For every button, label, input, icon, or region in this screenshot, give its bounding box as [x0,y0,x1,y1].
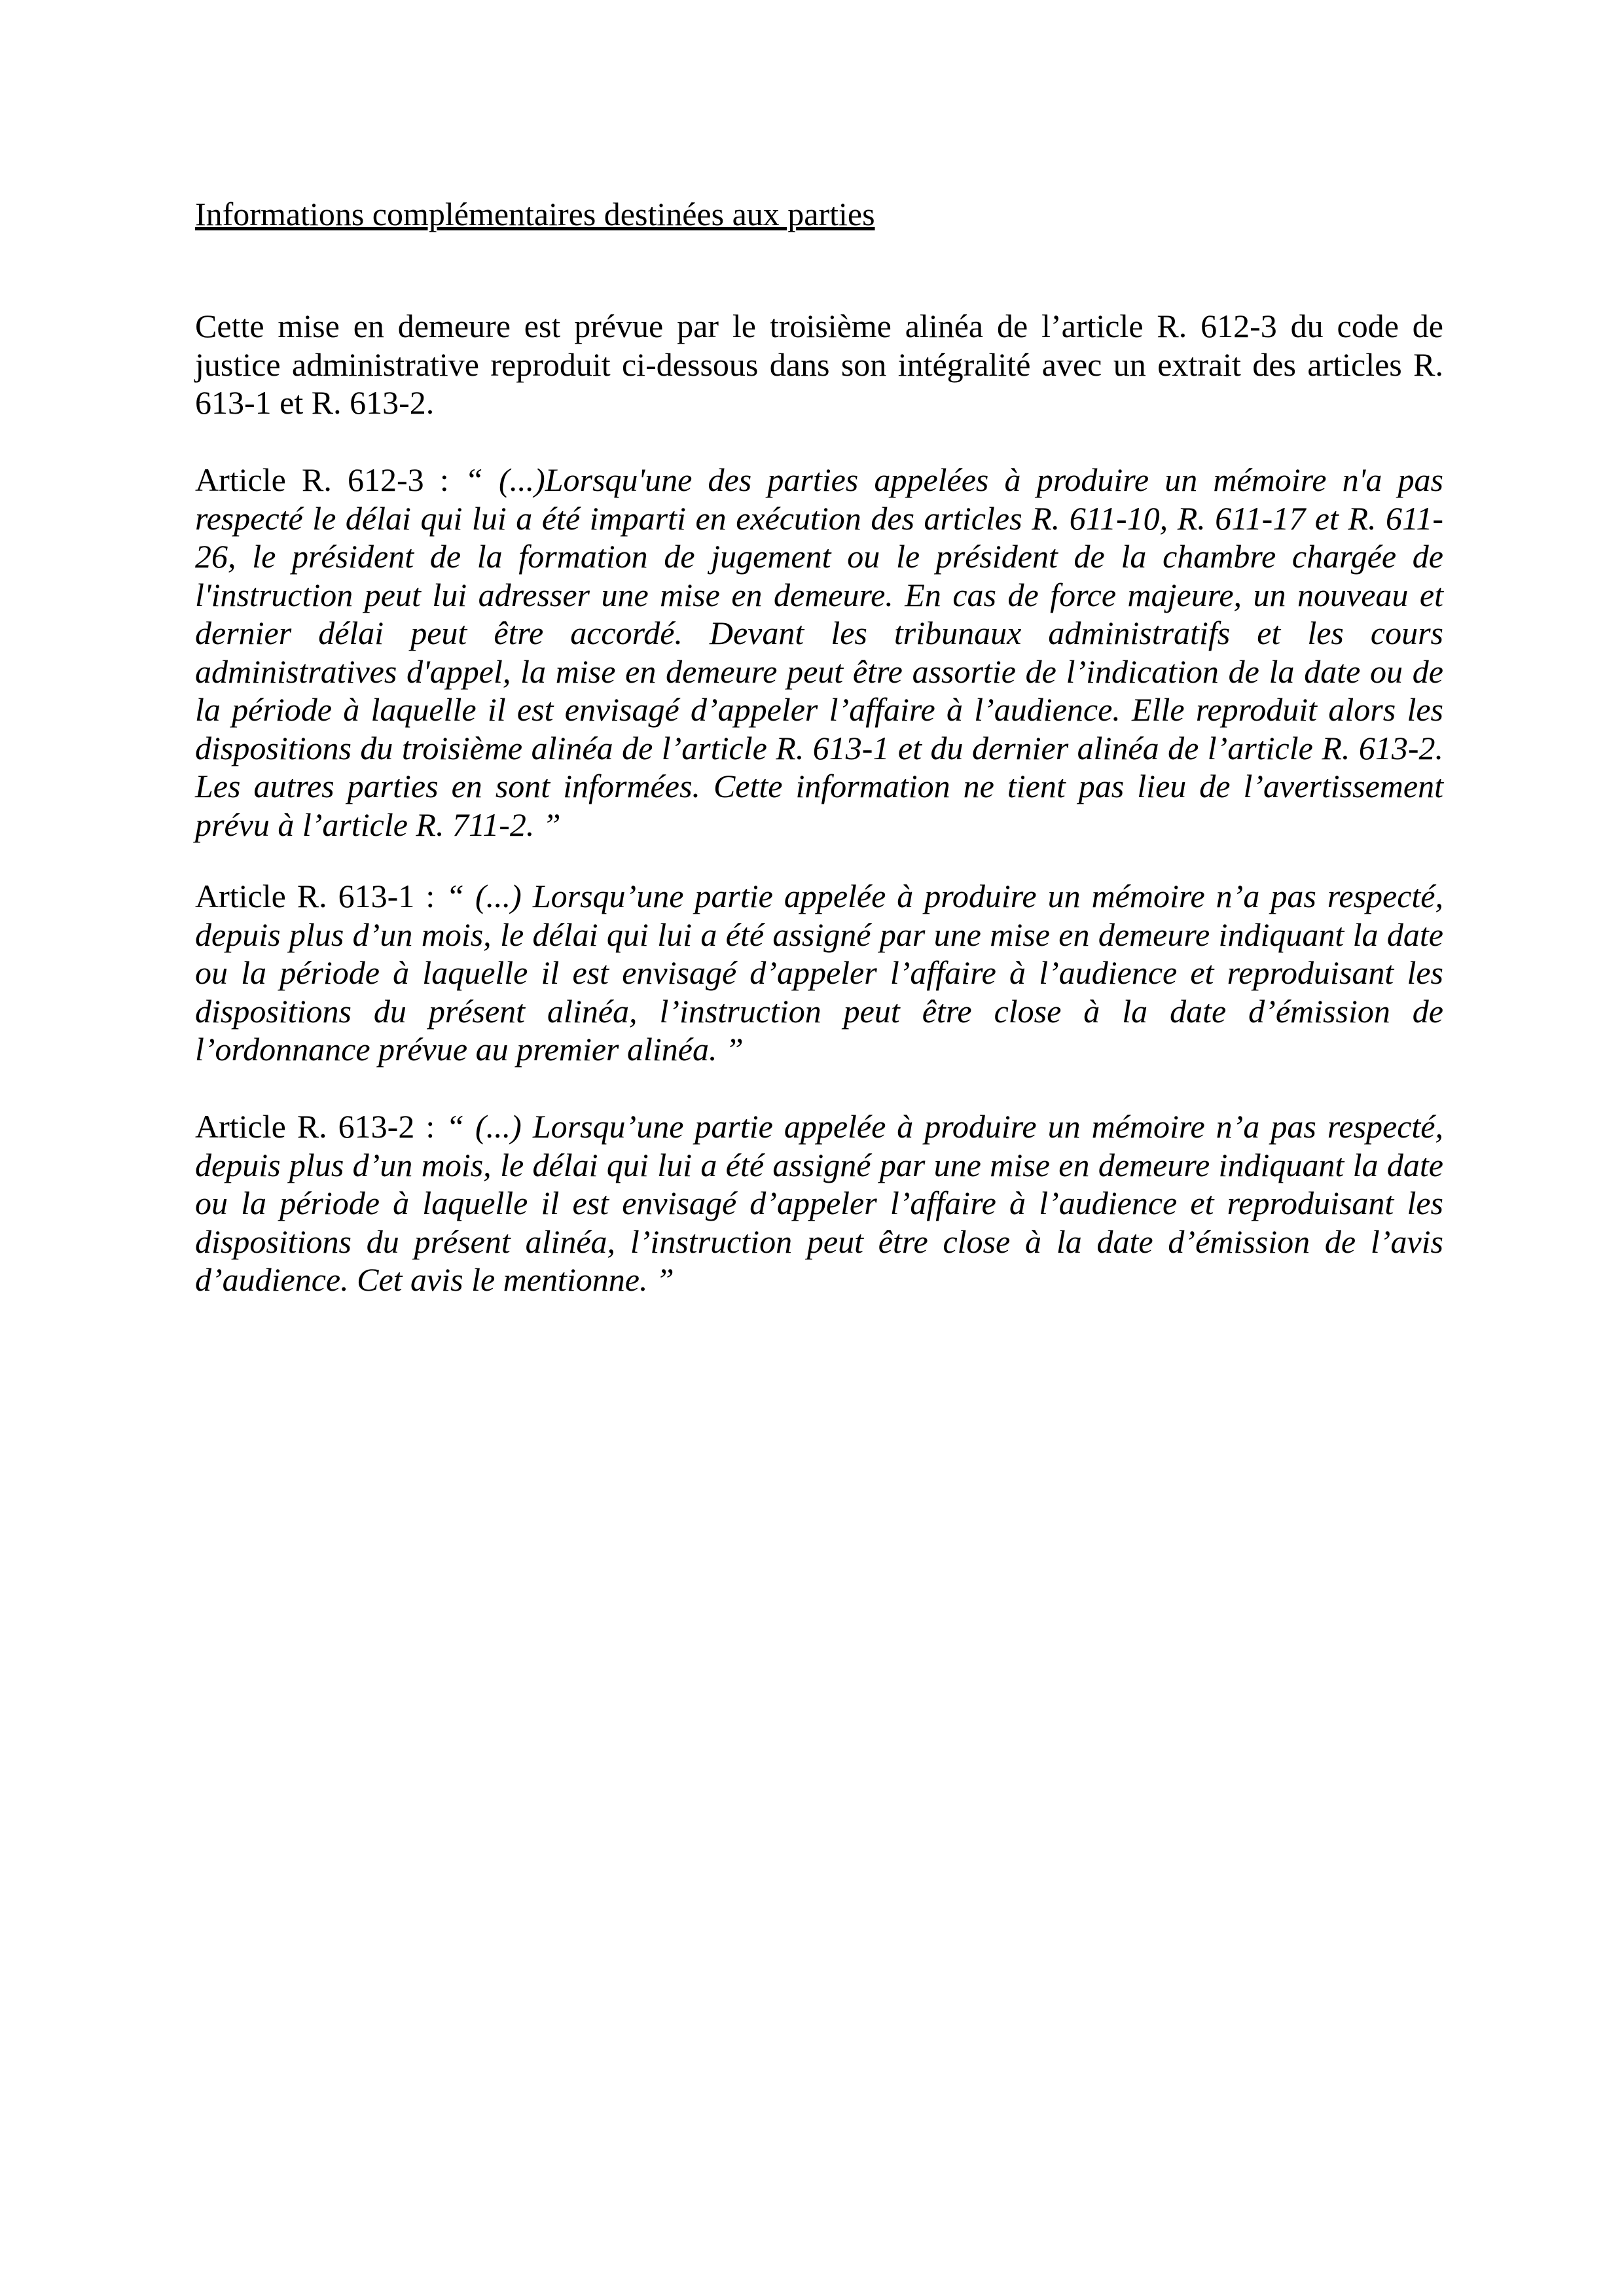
article-r612-3 [195,461,1443,844]
article-r613-2 [195,1107,1443,1299]
article-r613-1 [195,877,1443,1069]
article-label: Article R. 612-3 : [195,461,465,498]
article-text: “ (...) Lorsqu’une partie appelée à produire un mémoire n’a pas respecté, depuis plus d’un mois, le délai qui lui a été assigné par une mise en demeure indiquant la date ou la période à laquelle il est envisagé d’appeler l’affaire à l’audience et reproduisant les dispositions du présent alinéa, l’instruction peut être close à la date d’émission de l’avis d’audience. Cet avis le mentionne. ” [195,1108,1443,1298]
intro-paragraph: Cette mise en demeure est prévue par le troisième alinéa de l’article R. 612-3 du code de justice administrative reproduit ci-dessous dans son intégralité avec un extrait des articles R. 613-1 et R. 613-2. [195,308,1443,421]
article-label: Article R. 613-2 : [195,1108,446,1145]
article-text: “ (...) Lorsqu’une partie appelée à produire un mémoire n’a pas respecté, depuis plus d’un mois, le délai qui lui a été assigné par une mise en demeure indiquant la date ou la période à laquelle il est envisagé d’appeler l’affaire à l’audience et reproduisant les dispositions du présent alinéa, l’instruction peut être close à la date d’émission de l’ordonnance prévue au premier alinéa. ” [195,878,1443,1067]
article-text: “ (...)Lorsqu'une des parties appelées à produire un mémoire n'a pas respecté le délai qui lui a été imparti en exécution des articles R. 611-10, R. 611-17 et R. 611-26, le président de la formation de jugement ou le président de la chambre chargée de l'instruction peut lui adresser une mise en demeure. En cas de force majeure, un nouveau et dernier délai peut être accordé. Devant les tribunaux administratifs et les cours administratives d'appel, la mise en demeure peut être assortie de l’indication de la date ou de la période à laquelle il est envisagé d’appeler l’affaire à l’audience. Elle reproduit alors les dispositions du troisième alinéa de l’article R. 613-1 et du dernier alinéa de l’article R. 613-2. Les autres parties en sont informées. Cette information ne tient pas lieu de l’avertissement prévu à l’article R. 711-2. ” [195,461,1443,843]
article-label: Article R. 613-1 : [195,878,446,914]
document-title: Informations complémentaires destinées aux parties [195,196,875,232]
